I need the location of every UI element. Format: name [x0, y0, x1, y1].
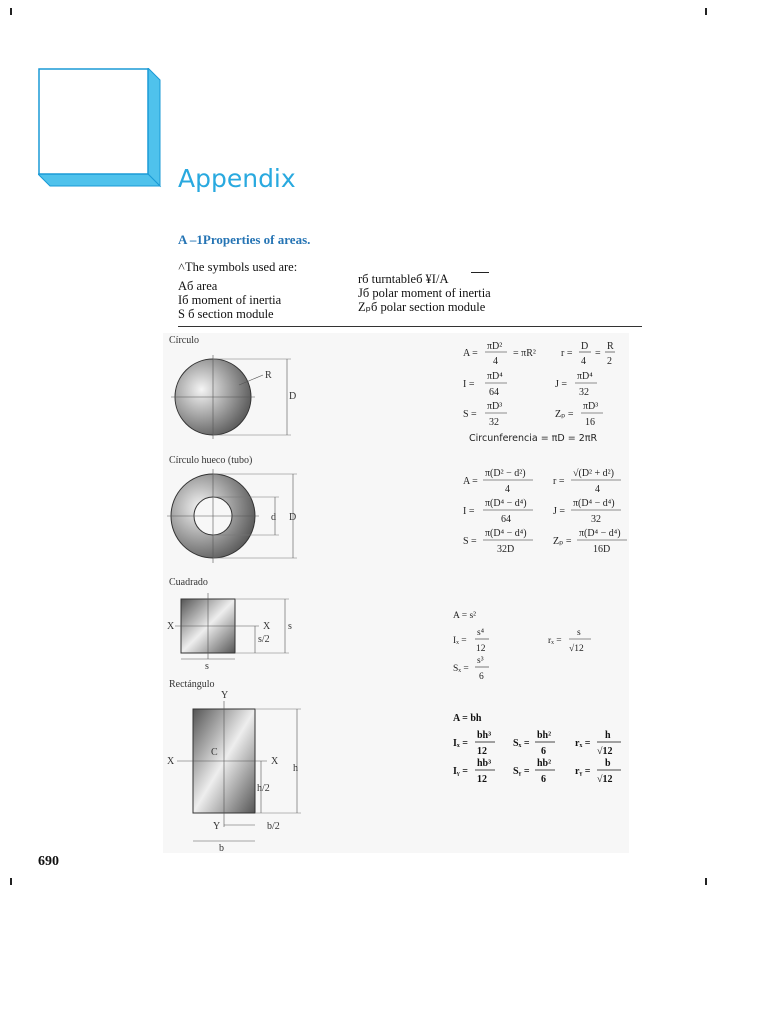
svg-text:√12: √12	[597, 774, 613, 785]
svg-text:A = s²: A = s²	[453, 611, 476, 621]
symbol-radius: rб turntableб ¥I/A	[358, 272, 449, 286]
svg-text:s³: s³	[477, 656, 484, 666]
svg-text:Iₓ =: Iₓ =	[453, 738, 468, 749]
circle-r-label: R	[265, 370, 272, 381]
svg-text:bh²: bh²	[537, 730, 552, 741]
svg-text:12: 12	[477, 746, 487, 757]
svg-text:32: 32	[489, 417, 499, 428]
svg-text:J =: J =	[553, 506, 566, 517]
square-half-label: s/2	[258, 634, 270, 645]
svg-text:S =: S =	[463, 536, 477, 547]
svg-text:2: 2	[607, 356, 612, 367]
svg-text:R: R	[607, 341, 614, 352]
svg-text:D: D	[581, 341, 589, 352]
crop-mark	[705, 8, 707, 15]
svg-text:r =: r =	[561, 348, 573, 359]
svg-text:12: 12	[477, 774, 487, 785]
svg-text:rᵧ =: rᵧ =	[575, 766, 591, 777]
svg-text:π(D⁴ − d⁴): π(D⁴ − d⁴)	[485, 528, 527, 539]
svg-text:4: 4	[595, 484, 600, 495]
crop-mark	[705, 878, 707, 885]
svg-text:s⁴: s⁴	[477, 628, 485, 638]
svg-text:πD²: πD²	[487, 341, 503, 352]
square-s-bottom: s	[205, 661, 209, 672]
hollow-title: Círculo hueco (tubo)	[169, 455, 253, 466]
cube-icon	[38, 68, 168, 190]
svg-text:6: 6	[479, 672, 484, 682]
rect-c-label: C	[211, 747, 218, 758]
svg-text:A = bh: A = bh	[453, 713, 482, 724]
properties-figure	[163, 333, 629, 853]
rect-b2-label: b/2	[267, 821, 280, 832]
circumference-formula: Circunferencia = πD = 2πR	[469, 433, 598, 444]
svg-text:Sᵧ =: Sᵧ =	[513, 766, 530, 777]
svg-text:πD³: πD³	[583, 401, 599, 412]
rect-x-left: X	[167, 756, 175, 767]
svg-text:4: 4	[581, 356, 586, 367]
svg-text:s: s	[577, 628, 581, 638]
symbols-left	[178, 279, 281, 321]
circle-d-label: D	[289, 391, 297, 402]
svg-text:= πR²: = πR²	[513, 348, 536, 359]
svg-text:4: 4	[505, 484, 510, 495]
svg-text:4: 4	[493, 356, 498, 367]
svg-text:A =: A =	[463, 348, 478, 359]
svg-text:Zₚ =: Zₚ =	[555, 409, 574, 420]
rect-x-right: X	[271, 756, 279, 767]
svg-text:S =: S =	[463, 409, 477, 420]
svg-text:hb²: hb²	[537, 758, 552, 769]
svg-text:64: 64	[489, 387, 499, 398]
svg-text:√(D² + d²): √(D² + d²)	[573, 468, 615, 479]
symbols-intro: ˄The symbols used are:	[178, 260, 298, 274]
svg-text:π(D⁴ − d⁴): π(D⁴ − d⁴)	[485, 498, 527, 509]
rect-h2-label: h/2	[257, 783, 270, 794]
rect-title: Rectángulo	[169, 679, 215, 690]
overline-mark	[471, 272, 489, 273]
svg-text:bh³: bh³	[477, 730, 492, 741]
svg-text:π(D⁴ − d⁴): π(D⁴ − d⁴)	[579, 528, 621, 539]
rect-y-bottom: Y	[213, 821, 221, 832]
svg-text:√12: √12	[597, 746, 613, 757]
svg-text:Iₓ =: Iₓ =	[453, 636, 467, 646]
hollow-D-label: D	[289, 512, 297, 523]
rect-h-label: h	[293, 763, 298, 774]
svg-text:=: =	[595, 348, 601, 359]
svg-text:√12: √12	[569, 644, 584, 654]
square-s-label: s	[288, 621, 292, 632]
svg-text:A =: A =	[463, 476, 478, 487]
svg-text:Sₓ =: Sₓ =	[453, 664, 469, 674]
circle-title: Círculo	[169, 335, 199, 346]
square-x-left: X	[167, 621, 175, 632]
hollow-d-label: d	[271, 512, 276, 523]
svg-text:64: 64	[501, 514, 511, 525]
svg-text:πD⁴: πD⁴	[577, 371, 593, 382]
svg-text:12: 12	[476, 644, 486, 654]
svg-text:32D: 32D	[497, 544, 515, 555]
svg-text:I =: I =	[463, 506, 475, 517]
rect-y-top: Y	[221, 690, 229, 701]
svg-text:rₓ =: rₓ =	[548, 636, 562, 646]
symbol-section: S б section module	[178, 307, 274, 321]
square-title: Cuadrado	[169, 577, 208, 588]
svg-text:πD³: πD³	[487, 401, 503, 412]
svg-text:6: 6	[541, 746, 546, 757]
symbol-polar-section: Zₚб polar section module	[358, 300, 486, 314]
svg-text:16: 16	[585, 417, 595, 428]
svg-text:Iᵧ =: Iᵧ =	[453, 766, 468, 777]
svg-text:Sₓ =: Sₓ =	[513, 738, 530, 749]
symbol-area: Aб area	[178, 279, 218, 293]
svg-text:J =: J =	[555, 379, 568, 390]
svg-text:r =: r =	[553, 476, 565, 487]
svg-text:32: 32	[591, 514, 601, 525]
section-heading: A –1Properties of areas.	[178, 232, 311, 247]
symbol-inertia: Iб moment of inertia	[178, 293, 282, 307]
square-x-right: X	[263, 621, 271, 632]
rect-b-label: b	[219, 843, 224, 853]
svg-text:π(D⁴ − d⁴): π(D⁴ − d⁴)	[573, 498, 615, 509]
svg-text:32: 32	[579, 387, 589, 398]
symbols-right	[358, 272, 491, 314]
page-title: Appendix	[178, 164, 296, 193]
svg-text:b: b	[605, 758, 611, 769]
crop-mark	[10, 8, 12, 15]
crop-mark	[10, 878, 12, 885]
svg-text:h: h	[605, 730, 611, 741]
svg-text:6: 6	[541, 774, 546, 785]
page-number: 690	[38, 854, 59, 869]
svg-text:rₓ =: rₓ =	[575, 738, 591, 749]
svg-text:16D: 16D	[593, 544, 611, 555]
svg-text:π(D² − d²): π(D² − d²)	[485, 468, 526, 479]
symbol-polar-inertia: Jб polar moment of inertia	[358, 286, 491, 300]
divider	[178, 326, 642, 327]
svg-text:πD⁴: πD⁴	[487, 371, 503, 382]
svg-text:Zₚ =: Zₚ =	[553, 536, 572, 547]
svg-text:hb³: hb³	[477, 758, 492, 769]
svg-text:I =: I =	[463, 379, 475, 390]
